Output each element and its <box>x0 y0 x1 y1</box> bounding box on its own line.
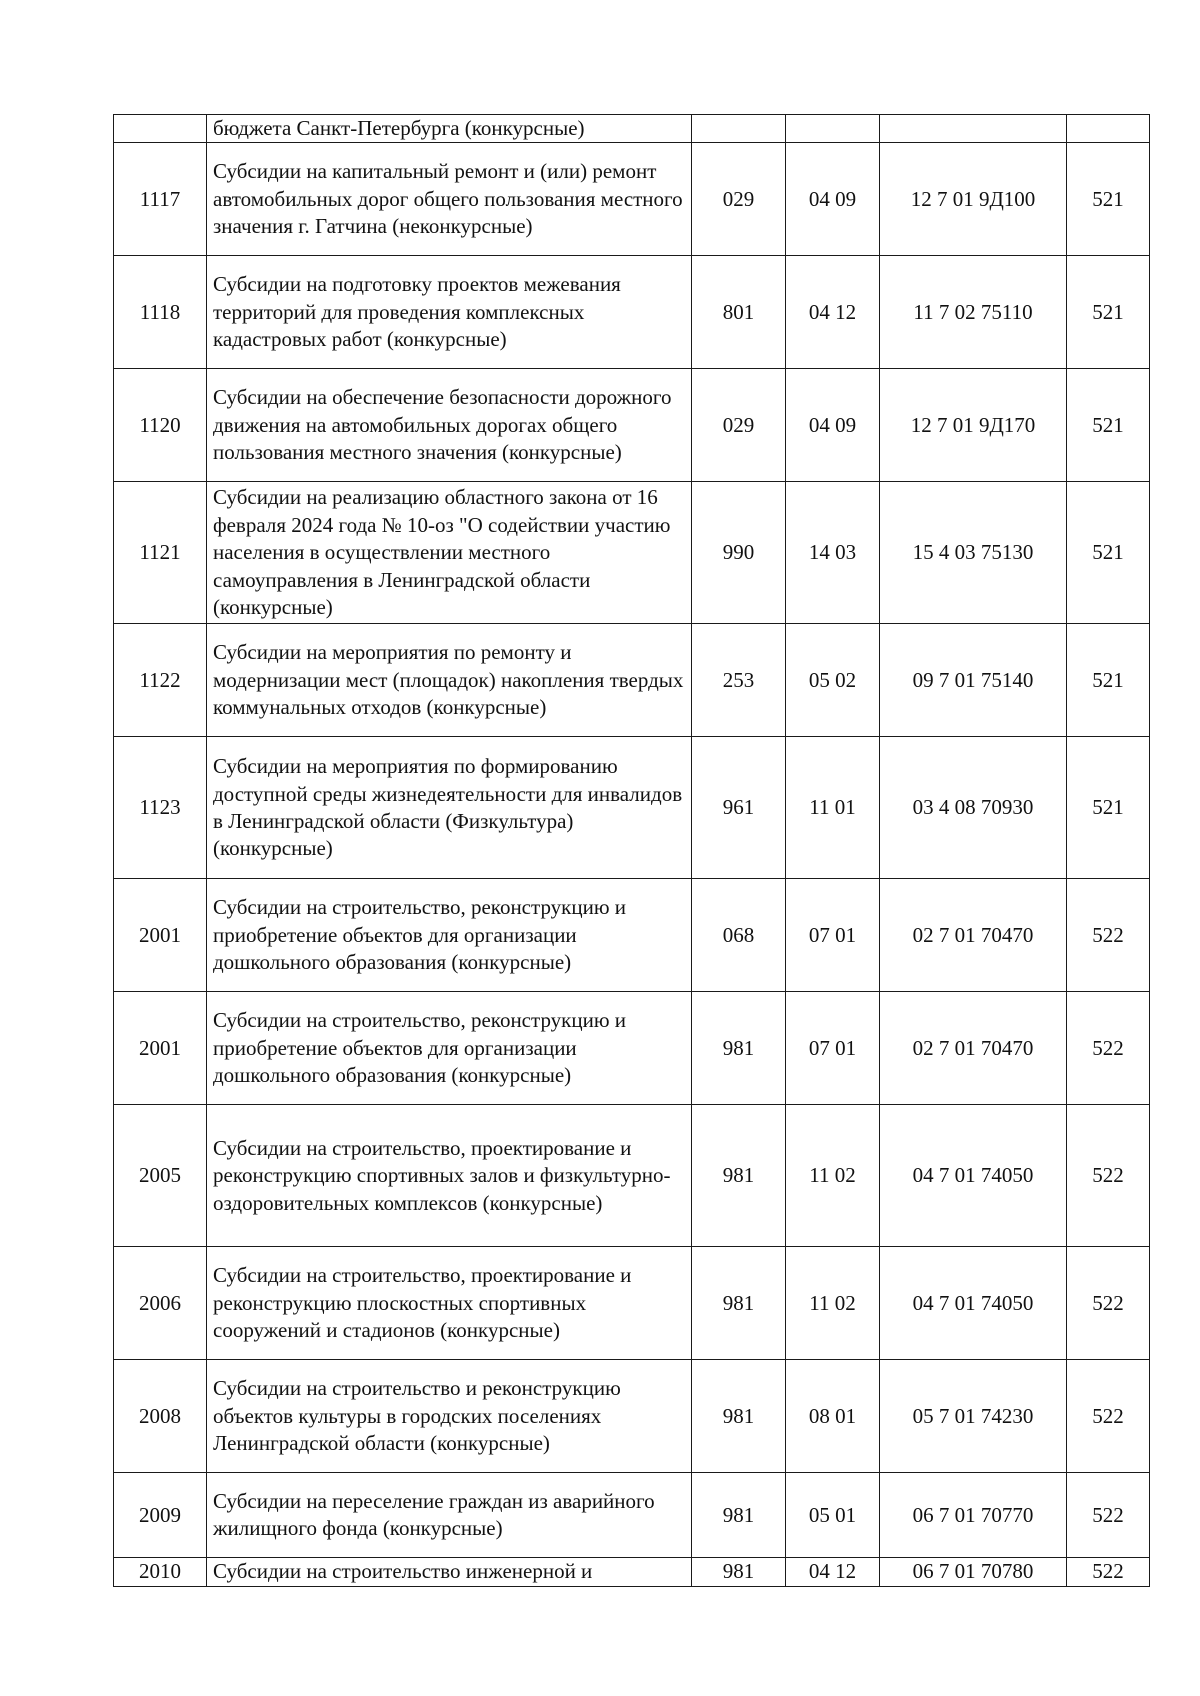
row-name: бюджета Санкт-Петербурга (конкурсные) <box>207 115 692 143</box>
row-target: 09 7 01 75140 <box>880 624 1067 737</box>
row-section: 14 03 <box>786 482 880 624</box>
table-row <box>114 1558 1150 1586</box>
row-name: Субсидии на строительство, реконструкцию и приобретение объектов для организации дошкольного образования (конкурсные) <box>207 992 692 1105</box>
row-target: 12 7 01 9Д170 <box>880 369 1067 482</box>
row-target: 06 7 01 70770 <box>880 1473 1067 1558</box>
row-type: 522 <box>1067 992 1150 1105</box>
row-target: 15 4 03 75130 <box>880 482 1067 624</box>
row-section: 11 02 <box>786 1247 880 1360</box>
row-name: Субсидии на строительство, проектирование и реконструкцию спортивных залов и физкультурно-оздоровительных комплексов (конкурсные) <box>207 1105 692 1247</box>
row-type: 521 <box>1067 369 1150 482</box>
row-type: 521 <box>1067 482 1150 624</box>
row-type: 521 <box>1067 256 1150 369</box>
table-row <box>114 737 1150 879</box>
table-row <box>114 1247 1150 1360</box>
row-target: 04 7 01 74050 <box>880 1247 1067 1360</box>
row-name: Субсидии на переселение граждан из аварийного жилищного фонда (конкурсные) <box>207 1473 692 1558</box>
row-code: 1117 <box>114 143 207 256</box>
row-section: 04 09 <box>786 369 880 482</box>
row-admin: 981 <box>692 992 786 1105</box>
row-code: 2010 <box>114 1558 207 1586</box>
row-type <box>1067 115 1150 143</box>
row-code: 2006 <box>114 1247 207 1360</box>
row-code: 1120 <box>114 369 207 482</box>
table-row <box>114 1105 1150 1247</box>
row-section: 04 09 <box>786 143 880 256</box>
row-type: 522 <box>1067 1360 1150 1473</box>
table-row <box>114 992 1150 1105</box>
row-section: 11 02 <box>786 1105 880 1247</box>
row-section: 11 01 <box>786 737 880 879</box>
row-section: 05 01 <box>786 1473 880 1558</box>
row-name: Субсидии на реализацию областного закона от 16 февраля 2024 года № 10-оз "О содействии участию населения в осуществлении местного самоуправления в Ленинградской области (конкурсные) <box>207 482 692 624</box>
row-section: 07 01 <box>786 879 880 992</box>
row-section: 07 01 <box>786 992 880 1105</box>
row-section: 04 12 <box>786 256 880 369</box>
row-code: 2001 <box>114 992 207 1105</box>
row-code <box>114 115 207 143</box>
row-name: Субсидии на строительство, реконструкцию и приобретение объектов для организации дошкольного образования (конкурсные) <box>207 879 692 992</box>
table-row <box>114 482 1150 624</box>
row-name: Субсидии на строительство инженерной и <box>207 1558 692 1586</box>
row-target: 04 7 01 74050 <box>880 1105 1067 1247</box>
row-admin: 981 <box>692 1558 786 1586</box>
row-code: 1123 <box>114 737 207 879</box>
row-admin: 990 <box>692 482 786 624</box>
row-name: Субсидии на строительство, проектирование и реконструкцию плоскостных спортивных сооружений и стадионов (конкурсные) <box>207 1247 692 1360</box>
row-type: 522 <box>1067 1473 1150 1558</box>
row-section <box>786 115 880 143</box>
table-row <box>114 624 1150 737</box>
row-target: 02 7 01 70470 <box>880 879 1067 992</box>
subsidies-table <box>113 114 1150 1587</box>
row-target: 03 4 08 70930 <box>880 737 1067 879</box>
row-target: 06 7 01 70780 <box>880 1558 1067 1586</box>
row-type: 521 <box>1067 143 1150 256</box>
row-section: 04 12 <box>786 1558 880 1586</box>
row-name: Субсидии на мероприятия по формированию доступной среды жизнедеятельности для инвалидов в Ленинградской области (Физкультура) (конкурсные) <box>207 737 692 879</box>
row-type: 521 <box>1067 737 1150 879</box>
row-admin: 029 <box>692 369 786 482</box>
row-name: Субсидии на строительство и реконструкцию объектов культуры в городских поселениях Ленинградской области (конкурсные) <box>207 1360 692 1473</box>
row-admin: 961 <box>692 737 786 879</box>
table-row <box>114 1473 1150 1558</box>
row-code: 2005 <box>114 1105 207 1247</box>
row-code: 1121 <box>114 482 207 624</box>
row-code: 2008 <box>114 1360 207 1473</box>
table-row <box>114 143 1150 256</box>
table-row <box>114 369 1150 482</box>
row-section: 05 02 <box>786 624 880 737</box>
row-code: 2001 <box>114 879 207 992</box>
row-type: 522 <box>1067 1558 1150 1586</box>
row-section: 08 01 <box>786 1360 880 1473</box>
row-admin: 029 <box>692 143 786 256</box>
row-target <box>880 115 1067 143</box>
row-type: 522 <box>1067 1247 1150 1360</box>
row-target: 12 7 01 9Д100 <box>880 143 1067 256</box>
row-target: 05 7 01 74230 <box>880 1360 1067 1473</box>
row-admin: 801 <box>692 256 786 369</box>
row-name: Субсидии на подготовку проектов межевания территорий для проведения комплексных кадастровых работ (конкурсные) <box>207 256 692 369</box>
table-row <box>114 115 1150 143</box>
row-admin: 981 <box>692 1360 786 1473</box>
row-type: 522 <box>1067 879 1150 992</box>
row-name: Субсидии на капитальный ремонт и (или) ремонт автомобильных дорог общего пользования местного значения г. Гатчина (неконкурсные) <box>207 143 692 256</box>
row-admin <box>692 115 786 143</box>
table-row <box>114 879 1150 992</box>
row-code: 2009 <box>114 1473 207 1558</box>
row-code: 1118 <box>114 256 207 369</box>
table-row <box>114 1360 1150 1473</box>
table-row <box>114 256 1150 369</box>
row-target: 11 7 02 75110 <box>880 256 1067 369</box>
row-code: 1122 <box>114 624 207 737</box>
row-type: 522 <box>1067 1105 1150 1247</box>
row-type: 521 <box>1067 624 1150 737</box>
row-name: Субсидии на обеспечение безопасности дорожного движения на автомобильных дорогах общего пользования местного значения (конкурсные) <box>207 369 692 482</box>
row-admin: 253 <box>692 624 786 737</box>
row-admin: 981 <box>692 1473 786 1558</box>
row-name: Субсидии на мероприятия по ремонту и модернизации мест (площадок) накопления твердых коммунальных отходов (конкурсные) <box>207 624 692 737</box>
row-admin: 068 <box>692 879 786 992</box>
row-target: 02 7 01 70470 <box>880 992 1067 1105</box>
row-admin: 981 <box>692 1105 786 1247</box>
row-admin: 981 <box>692 1247 786 1360</box>
